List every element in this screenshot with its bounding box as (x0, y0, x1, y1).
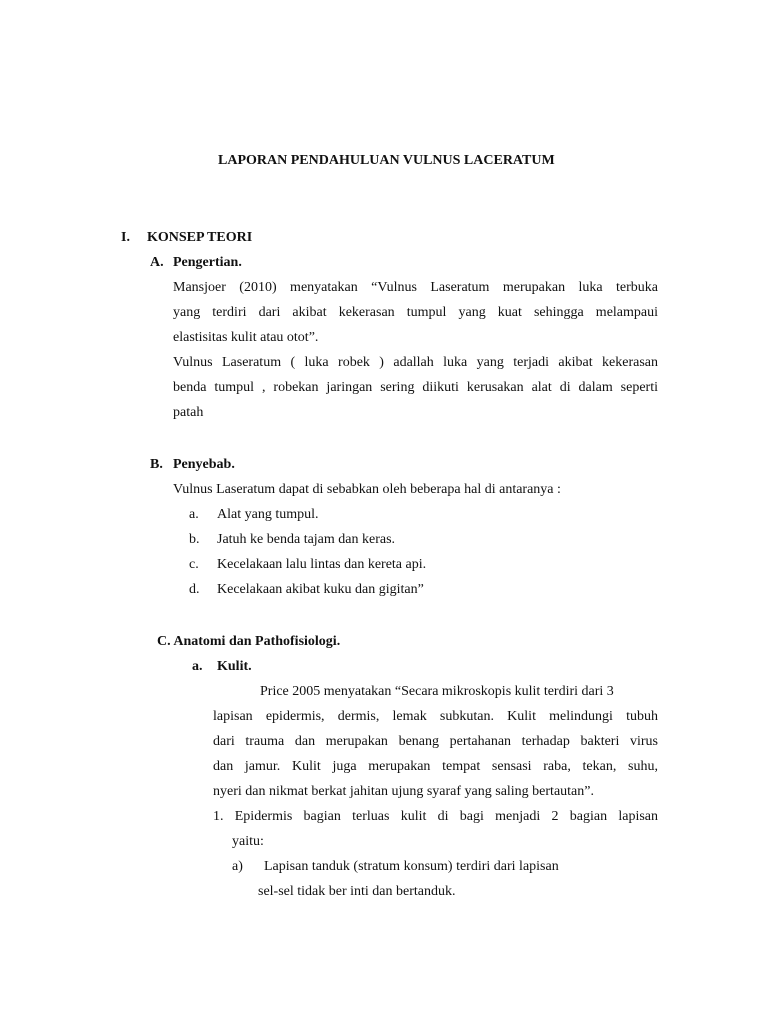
list-marker: a. (189, 507, 199, 522)
paragraph-line: patah (173, 405, 204, 420)
paragraph-line: Price 2005 menyatakan “Secara mikroskopis kulit terdiri dari 3 (260, 684, 614, 699)
paragraph-line: nyeri dan nikmat berkat jahitan ujung syaraf yang saling bertautan”. (213, 784, 594, 799)
numbered-point-continuation: yaitu: (232, 834, 264, 849)
subsubsection-heading: Kulit. (217, 659, 252, 674)
list-item: Kecelakaan akibat kuku dan gigitan” (217, 582, 424, 597)
list-item: Jatuh ke benda tajam dan keras. (217, 532, 396, 547)
paragraph-line: lapisan epidermis, dermis, lemak subkutan. Kulit melindungi tubuh (213, 709, 658, 724)
section-number: I. (121, 230, 130, 245)
list-marker: d. (189, 582, 200, 597)
lettered-point-continuation: sel-sel tidak ber inti dan bertanduk. (258, 884, 456, 899)
paragraph-line: elastisitas kulit atau otot”. (173, 330, 319, 345)
list-marker: c. (189, 557, 199, 572)
lettered-point: Lapisan tanduk (stratum konsum) terdiri dari lapisan (264, 859, 559, 874)
subsection-b-number: B. (150, 457, 163, 472)
document-title: LAPORAN PENDAHULUAN VULNUS LACERATUM (218, 153, 555, 168)
paragraph-line: benda tumpul , robekan jaringan sering diikuti kerusakan alat di dalam seperti (173, 380, 658, 395)
list-item: Kecelakaan lalu lintas dan kereta api. (217, 557, 427, 572)
subsection-a-heading: Pengertian. (173, 255, 242, 270)
subsection-b-heading: Penyebab. (173, 457, 235, 472)
paragraph-line: Vulnus Laseratum dapat di sebabkan oleh beberapa hal di antaranya : (173, 482, 561, 497)
list-item: Alat yang tumpul. (217, 507, 319, 522)
subsection-a-number: A. (150, 255, 164, 270)
numbered-point: 1. Epidermis bagian terluas kulit di bagi menjadi 2 bagian lapisan (213, 809, 658, 824)
list-marker: b. (189, 532, 200, 547)
paragraph-line: dan jamur. Kulit juga merupakan tempat sensasi raba, tekan, suhu, (213, 759, 658, 774)
subsubsection-number: a. (192, 659, 203, 674)
section-heading: KONSEP TEORI (147, 230, 253, 245)
paragraph-line: Vulnus Laseratum ( luka robek ) adallah luka yang terjadi akibat kekerasan (173, 355, 658, 370)
paragraph-line: dari trauma dan merupakan benang pertahanan terhadap bakteri virus (213, 734, 658, 749)
paragraph-line: yang terdiri dari akibat kekerasan tumpul yang kuat sehingga melampaui (173, 305, 658, 320)
lettered-marker: a) (232, 859, 243, 874)
subsection-c-heading: C. Anatomi dan Pathofisiologi. (157, 634, 341, 649)
paragraph-line: Mansjoer (2010) menyatakan “Vulnus Laseratum merupakan luka terbuka (173, 280, 658, 295)
